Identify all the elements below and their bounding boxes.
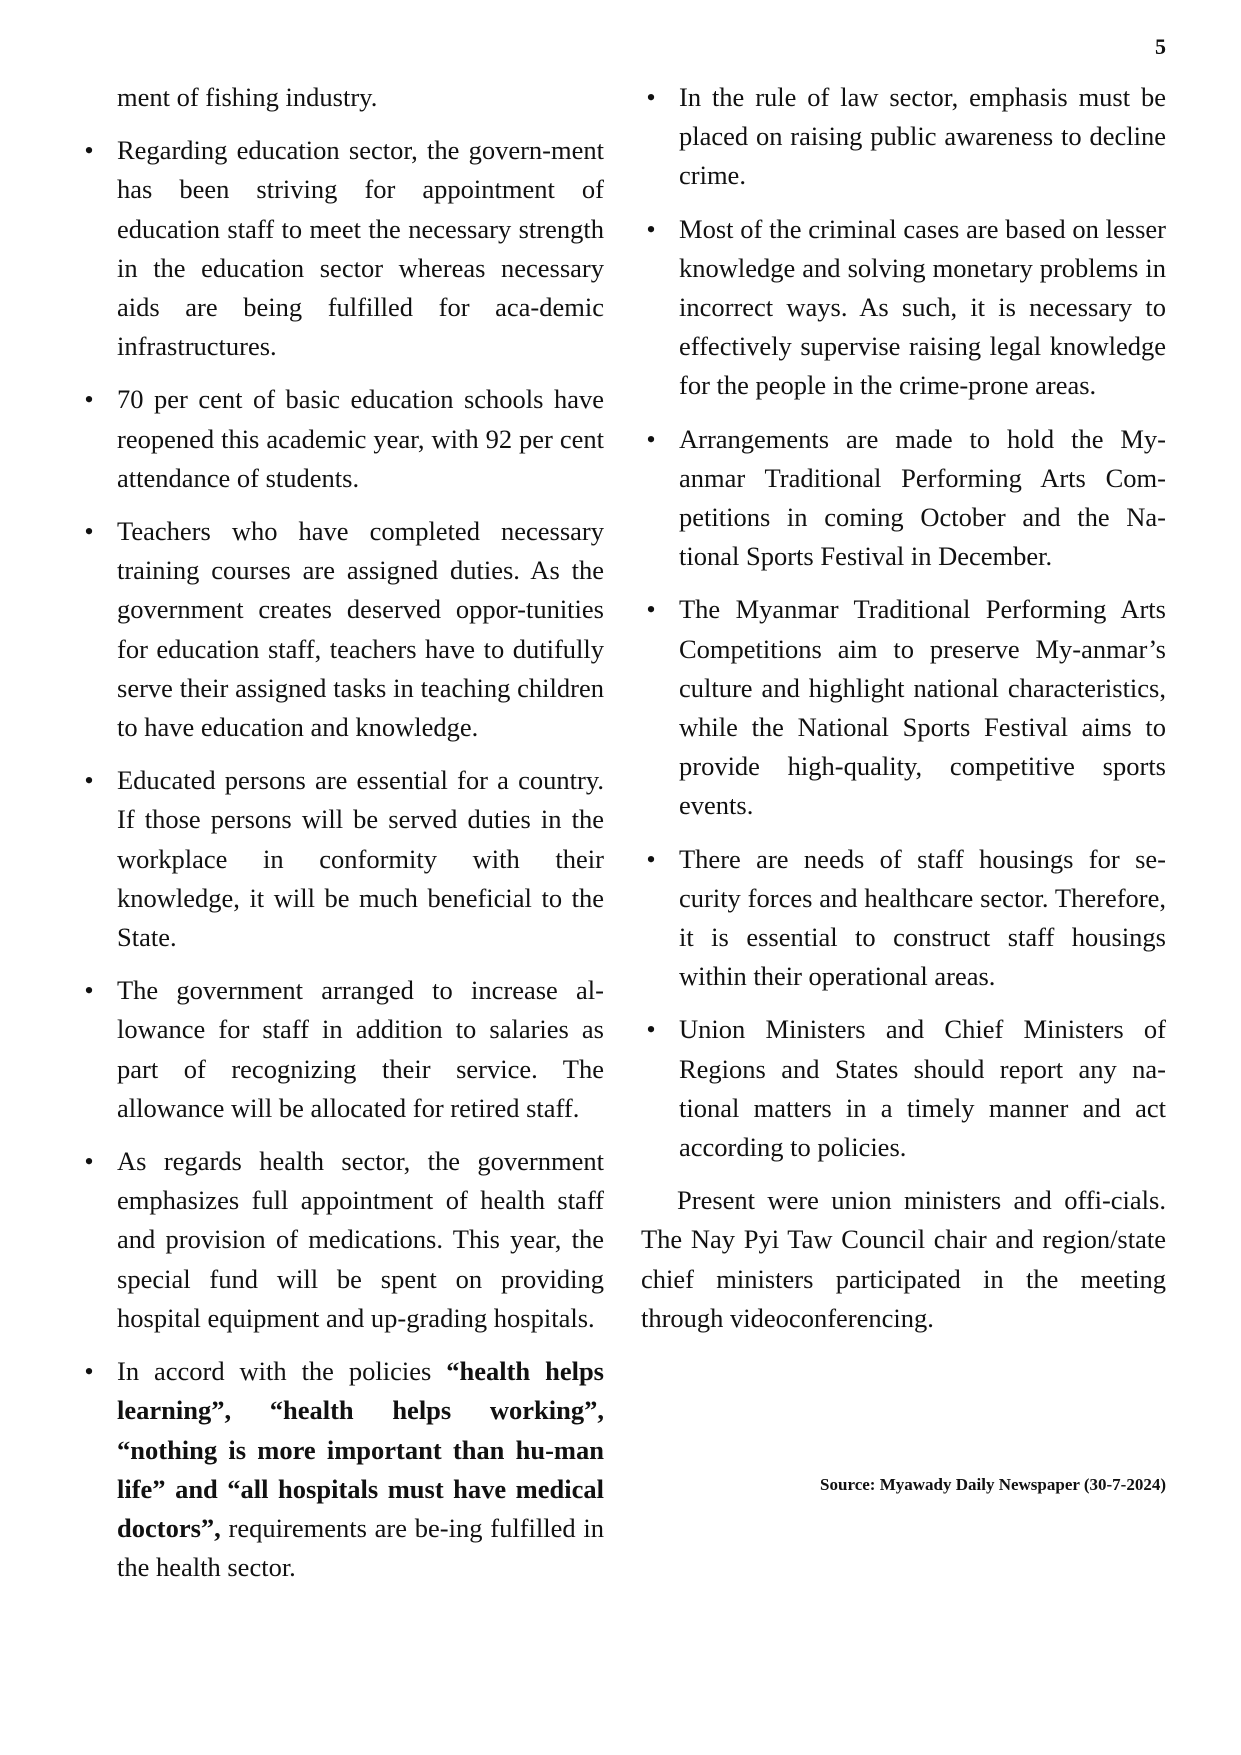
policies-prefix: In accord with the policies — [117, 1356, 447, 1387]
list-item — [641, 1010, 1166, 1167]
bullet-icon: • — [84, 384, 94, 415]
bullet-icon: • — [84, 1146, 94, 1177]
continued-text: ment of fishing industry. — [117, 82, 378, 112]
list-item-text: The Myanmar Traditional Performing Arts Competitions aim to preserve My-anmar’s culture and highlight national characteristics, while the National Sports Festival aims to provide high-quality, competitive sports events. — [679, 594, 1166, 821]
list-item — [84, 971, 604, 1128]
bullet-icon: • — [646, 423, 656, 454]
right-bullet-list — [641, 78, 1166, 1167]
right-column — [641, 78, 1166, 1338]
list-item-text: 70 per cent of basic education schools have reopened this academic year, with 92 per cent attendance of students. — [117, 384, 604, 493]
list-item-text: The government arranged to increase al-lowance for staff in addition to salaries as part of recognizing their service. The allowance will be allocated for retired staff. — [117, 975, 604, 1123]
list-item — [641, 840, 1166, 997]
list-item — [84, 1142, 604, 1338]
list-item — [641, 420, 1166, 577]
source-credit: Source: Myawady Daily Newspaper (30-7-2024) — [820, 1475, 1166, 1494]
bullet-icon: • — [646, 213, 656, 244]
list-item-text: Most of the criminal cases are based on lesser knowledge and solving monetary problems in incorrect ways. As such, it is necessary to effectively supervise raising legal knowledge for the people in the crime-prone areas. — [679, 213, 1166, 401]
list-item-text: Regarding education sector, the govern-ment has been striving for appointment of education staff to meet the necessary strength in the education sector whereas necessary aids are being fulfilled for aca-demic infrastructures. — [117, 135, 604, 362]
bullet-icon: • — [646, 82, 656, 112]
bullet-icon: • — [646, 1014, 656, 1045]
list-item-policies — [84, 1352, 604, 1587]
list-item-text: Union Ministers and Chief Ministers of Regions and States should report any na-tional matters in a timely manner and act according to policies. — [679, 1014, 1166, 1163]
list-item — [84, 761, 604, 957]
bullet-icon: • — [84, 975, 94, 1006]
left-bullet-list — [84, 131, 604, 1587]
policies-quote: “health helps learning”, “health helps working”, “nothing is more important than hu-man life” and “all hospitals must have medical doctors”, — [117, 1356, 604, 1543]
list-item — [84, 512, 604, 747]
list-item — [84, 131, 604, 366]
bullet-icon: • — [84, 516, 94, 547]
bullet-icon: • — [84, 765, 94, 796]
closing-paragraph: Present were union ministers and offi-cials. The Nay Pyi Taw Council chair and region/state chief ministers participated in the meeting through videoconferencing. — [641, 1185, 1166, 1333]
list-item — [641, 78, 1166, 196]
bullet-icon: • — [646, 843, 656, 874]
list-item-text: As regards health sector, the government emphasizes full appointment of health staff and provision of medications. This year, the special fund will be spent on providing hospital equipment and up-grading hospitals. — [117, 1146, 604, 1333]
bullet-icon: • — [84, 135, 94, 166]
bullet-icon: • — [646, 594, 656, 625]
list-item — [84, 380, 604, 498]
list-item-text: Teachers who have completed necessary training courses are assigned duties. As the government creates deserved oppor-tunities for education staff, teachers have to dutifully serve their assigned tasks in teaching children to have education and knowledge. — [117, 516, 604, 743]
page-number: 5 — [1155, 34, 1166, 59]
list-item-text: Educated persons are essential for a country. If those persons will be served duties in the workplace in conformity with their knowledge, it will be much beneficial to the State. — [117, 765, 604, 953]
list-item — [641, 590, 1166, 825]
list-item-text: There are needs of staff housings for se-curity forces and healthcare sector. Therefore, it is essential to construct staff housings within their operational areas. — [679, 843, 1166, 992]
list-item — [641, 210, 1166, 406]
policies-suffix: requirements are be-ing fulfilled in the health sector. — [117, 1512, 604, 1583]
bullet-icon: • — [84, 1356, 94, 1387]
left-column — [84, 78, 604, 1601]
list-item-text: Arrangements are made to hold the My-anmar Traditional Performing Arts Com-petitions in coming October and the Na-tional Sports Festival in December. — [679, 423, 1166, 572]
list-item-text: In the rule of law sector, emphasis must be placed on raising public awareness to decline crime. — [679, 82, 1166, 191]
